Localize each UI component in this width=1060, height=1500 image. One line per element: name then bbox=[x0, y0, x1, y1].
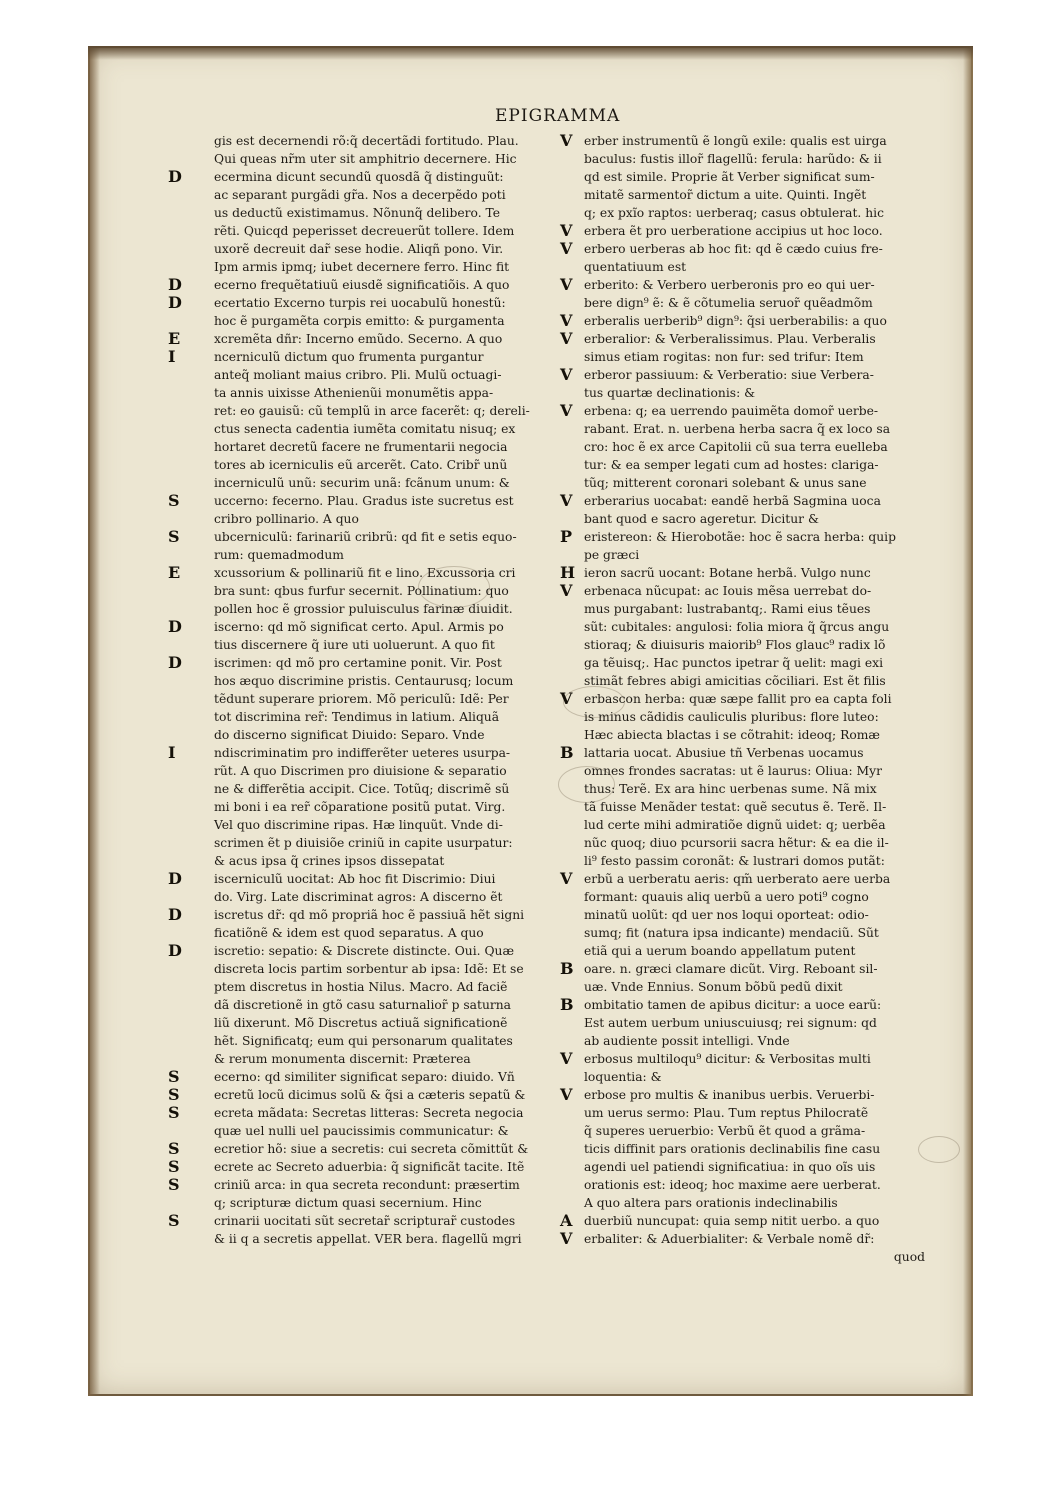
marginal-initial: D bbox=[168, 168, 182, 186]
line-text: rum: quemadmodum bbox=[214, 548, 344, 562]
text-line bbox=[550, 168, 925, 186]
line-text: ecerno frequẽtatiuũ eiusdẽ significatiõis. A quo bbox=[214, 278, 510, 292]
text-line bbox=[550, 294, 925, 312]
text-line bbox=[168, 960, 548, 978]
line-text: bra sunt: qbus furfur secernit. Pollinatium: quo bbox=[214, 584, 509, 598]
text-line bbox=[168, 132, 548, 150]
line-text: Est autem uerbum uniuscuiusq; rei signum: qd bbox=[584, 1016, 877, 1030]
text-line bbox=[168, 906, 548, 924]
text-line bbox=[550, 132, 925, 150]
text-line bbox=[550, 924, 925, 942]
line-text: ecretũ locũ dicimus solũ & q̃si a cæteris sepatũ & bbox=[214, 1088, 526, 1102]
text-line bbox=[550, 708, 925, 726]
marginal-initial: S bbox=[168, 1158, 180, 1176]
line-text: lud certe mihi admiratiõe dignũ uidet: q; uerbẽa bbox=[584, 818, 886, 832]
line-text: ctus senecta cadentia iumẽta comitatu nisuq; ex bbox=[214, 422, 516, 436]
text-line bbox=[550, 366, 925, 384]
text-line bbox=[168, 186, 548, 204]
text-line bbox=[168, 654, 548, 672]
marginal-initial: D bbox=[168, 654, 182, 672]
text-line bbox=[168, 1104, 548, 1122]
line-text: oare. n. græci clamare dicũt. Virg. Reboant sil- bbox=[584, 962, 878, 976]
line-text: qd est simile. Proprie ãt Verber significat sum- bbox=[584, 170, 875, 184]
text-line bbox=[550, 1212, 925, 1230]
line-text: ndiscriminatim pro indifferẽter ueteres usurpa- bbox=[214, 746, 511, 760]
marginal-initial: V bbox=[560, 330, 573, 348]
marginal-initial: V bbox=[560, 1230, 573, 1248]
line-text: ecreta mãdata: Secretas litteras: Secreta negocia bbox=[214, 1106, 524, 1120]
text-line bbox=[550, 726, 925, 744]
page-top-edge-shadow bbox=[88, 46, 973, 60]
text-line bbox=[550, 402, 925, 420]
line-text: do discerno significat Diuido: Separo. Vnde bbox=[214, 728, 485, 742]
line-text: iscretio: sepatio: & Discrete distincte. Oui. Quæ bbox=[214, 944, 515, 958]
line-text: Ipm armis ipmq; iubet decernere ferro. Hinc fit bbox=[214, 260, 510, 274]
line-text: uccerno: fecerno. Plau. Gradus iste sucretus est bbox=[214, 494, 514, 508]
marginal-initial: V bbox=[560, 1086, 573, 1104]
text-line bbox=[168, 1176, 548, 1194]
line-text: simus etiam rogitas: non fur: sed trifur: Item bbox=[584, 350, 864, 364]
line-text: orationis est: ideoq; hoc maxime aere uerberat. bbox=[584, 1178, 881, 1192]
text-line bbox=[168, 978, 548, 996]
marginal-initial: S bbox=[168, 1212, 180, 1230]
line-text: A quo altera pars orationis indeclinabilis bbox=[584, 1196, 838, 1210]
line-text: q; ex pxĩo raptos: uerberaq; casus obtulerat. hic bbox=[584, 206, 884, 220]
line-text: erber instrumentũ ẽ longũ exile: qualis est uirga bbox=[584, 134, 887, 148]
text-line bbox=[550, 996, 925, 1014]
marginal-initial: V bbox=[560, 582, 573, 600]
text-line bbox=[168, 672, 548, 690]
marginal-initial: S bbox=[168, 1176, 180, 1194]
text-line bbox=[168, 204, 548, 222]
text-line bbox=[168, 240, 548, 258]
marginal-initial: E bbox=[168, 564, 181, 582]
scanned-page bbox=[88, 46, 973, 1396]
line-text: erbenaca nũcupat: ac Iouis mẽsa uerrebat do- bbox=[584, 584, 872, 598]
line-text: crinarii uocitati sũt secretar̃ scripturar̃ custodes bbox=[214, 1214, 516, 1228]
text-line bbox=[550, 762, 925, 780]
line-text: erberor passiuum: & Verberatio: siue Verbera- bbox=[584, 368, 874, 382]
line-text: iscerno: qd mõ significat certo. Apul. Armis po bbox=[214, 620, 504, 634]
line-text: ab audiente possit intelligi. Vnde bbox=[584, 1034, 790, 1048]
page-right-edge-shadow bbox=[963, 46, 973, 1396]
text-line bbox=[550, 150, 925, 168]
line-text: mus purgabant: lustrabantq;. Rami eius tẽues bbox=[584, 602, 871, 616]
text-line bbox=[550, 816, 925, 834]
text-line bbox=[168, 528, 548, 546]
line-text: iscretus dr̃: qd mõ propriã hoc ẽ passiuã hẽt signi bbox=[214, 908, 525, 922]
text-line bbox=[550, 1068, 925, 1086]
line-text: erbaliter: & Aduerbialiter: & Verbale nomẽ dr̃: bbox=[584, 1232, 875, 1246]
line-text: tius discernere q̃ iure uti uoluerunt. A quo fit bbox=[214, 638, 495, 652]
text-line bbox=[168, 1014, 548, 1032]
line-text: & acus ipsa q̃ crines ipsos dissepatat bbox=[214, 854, 445, 868]
line-text: hoc ẽ purgamẽta corpis emitto: & purgamenta bbox=[214, 314, 505, 328]
text-line bbox=[168, 780, 548, 798]
line-text: ecretior hõ: siue a secretis: cui secreta cõmittũt & bbox=[214, 1142, 529, 1156]
text-line bbox=[550, 564, 925, 582]
text-line bbox=[550, 420, 925, 438]
line-text: ta annis uixisse Athenienũi monumẽtis appa- bbox=[214, 386, 494, 400]
line-text: xcussorium & pollinariũ fit e lino. Excussoria cri bbox=[214, 566, 516, 580]
line-text: ptem discretus in hostia Nilus. Macro. Ad faciẽ bbox=[214, 980, 508, 994]
page-header: EPIGRAMMA bbox=[495, 106, 621, 126]
line-text: Qui queas nr̃m uter sit amphitrio decernere. Hic bbox=[214, 152, 517, 166]
line-text: agendi uel patiendi significatiua: in quo oĩs uis bbox=[584, 1160, 876, 1174]
text-line bbox=[550, 312, 925, 330]
line-text: us deductũ existimamus. Nõnunq̃ delibero. Te bbox=[214, 206, 501, 220]
text-line bbox=[550, 942, 925, 960]
line-text: formant: quauis aliq uerbũ a uero poti⁹ cogno bbox=[584, 890, 869, 904]
line-text: erberalis uerberib⁹ dign⁹: q̃si uerberabilis: a quo bbox=[584, 314, 887, 328]
line-text: um uerus sermo: Plau. Tum reptus Philocratẽ bbox=[584, 1106, 869, 1120]
text-line bbox=[168, 366, 548, 384]
line-text: li⁹ festo passim coronãt: & lustrari domos putãt: bbox=[584, 854, 885, 868]
marginal-initial: S bbox=[168, 528, 180, 546]
line-text: liũ dixerunt. Mõ Discretus actiuã significationẽ bbox=[214, 1016, 508, 1030]
marginal-initial: H bbox=[560, 564, 576, 582]
text-line bbox=[550, 654, 925, 672]
text-line bbox=[550, 546, 925, 564]
text-line bbox=[550, 1050, 925, 1068]
text-line bbox=[168, 618, 548, 636]
marginal-initial: D bbox=[168, 942, 182, 960]
text-line bbox=[168, 384, 548, 402]
line-text: q; scripturæ dictum quasi secernium. Hinc bbox=[214, 1196, 482, 1210]
line-text: incerniculũ unũ: securim unã: fcãnum unum: & bbox=[214, 476, 510, 490]
line-text: erbosus multiloqu⁹ dicitur: & Verbositas multi bbox=[584, 1052, 871, 1066]
text-line bbox=[550, 636, 925, 654]
text-line bbox=[550, 1014, 925, 1032]
line-text: hortaret decretũ facere ne frumentarii negocia bbox=[214, 440, 508, 454]
marginal-initial: E bbox=[168, 330, 181, 348]
line-text: ac separant purgãdi gr̃a. Nos a decerpẽdo poti bbox=[214, 188, 506, 202]
line-text: tot discrimina rer̃: Tendimus in latium. Aliquã bbox=[214, 710, 500, 724]
text-line bbox=[168, 708, 548, 726]
text-line bbox=[550, 1104, 925, 1122]
line-text: ga tẽuisq;. Hac punctos ipetrar q̃ uelit: magi exi bbox=[584, 656, 884, 670]
text-line bbox=[168, 690, 548, 708]
text-line bbox=[550, 1140, 925, 1158]
line-text: gis est decernendi rõ:q̃ decertãdi fortitudo. Plau. bbox=[214, 134, 519, 148]
text-line bbox=[550, 222, 925, 240]
text-line bbox=[168, 402, 548, 420]
line-text: erberarius uocabat: eandẽ herbã Sagmina uoca bbox=[584, 494, 881, 508]
marginal-initial: S bbox=[168, 1086, 180, 1104]
line-text: ticis diffinit pars orationis declinabilis fine casu bbox=[584, 1142, 881, 1156]
text-line bbox=[550, 474, 925, 492]
line-text: baculus: fustis illor̃ flagellũ: ferula: harũdo: & ii bbox=[584, 152, 882, 166]
text-line bbox=[550, 204, 925, 222]
text-line bbox=[550, 600, 925, 618]
text-line bbox=[550, 276, 925, 294]
text-line bbox=[168, 1194, 548, 1212]
text-line bbox=[550, 348, 925, 366]
line-text: tẽdunt superare priorem. Mõ periculũ: Idẽ: Per bbox=[214, 692, 509, 706]
text-line bbox=[168, 942, 548, 960]
text-line bbox=[168, 474, 548, 492]
text-line bbox=[550, 456, 925, 474]
line-text: tũq; mitterent coronari solebant & unus sane bbox=[584, 476, 867, 490]
text-line bbox=[168, 870, 548, 888]
text-line bbox=[550, 888, 925, 906]
line-text: erbero uerberas ab hoc fit: qd ẽ cædo cuius fre- bbox=[584, 242, 883, 256]
line-text: stimãt febres abigi amicitias cõciliari. Est ẽt filis bbox=[584, 674, 886, 688]
line-text: Vel quo discrimine ripas. Hæ linquũt. Vnde di- bbox=[214, 818, 503, 832]
text-line bbox=[550, 618, 925, 636]
left-text-column bbox=[168, 132, 548, 1248]
text-line bbox=[550, 1230, 925, 1248]
line-text: thus: Terẽ. Ex ara hinc uerbenas sume. Nã mix bbox=[584, 782, 877, 796]
line-text: lattaria uocat. Abusiue tñ Verbenas uocamus bbox=[584, 746, 864, 760]
marginal-initial: D bbox=[168, 276, 182, 294]
text-line bbox=[550, 1176, 925, 1194]
line-text: criniũ arca: in qua secreta recondunt: præsertim bbox=[214, 1178, 520, 1192]
line-text: hẽt. Significatq; eum qui personarum qualitates bbox=[214, 1034, 513, 1048]
marginal-initial: V bbox=[560, 1050, 573, 1068]
marginal-initial: V bbox=[560, 366, 573, 384]
line-text: ficatiõnẽ & idem est quod separatus. A quo bbox=[214, 926, 484, 940]
text-line bbox=[168, 312, 548, 330]
text-line bbox=[550, 528, 925, 546]
text-line bbox=[168, 222, 548, 240]
text-line bbox=[168, 924, 548, 942]
text-line bbox=[550, 960, 925, 978]
text-line bbox=[168, 816, 548, 834]
line-text: quæ uel nulli uel paucissimis communicatur: & bbox=[214, 1124, 509, 1138]
line-text: do. Virg. Late discriminat agros: A discerno ẽt bbox=[214, 890, 503, 904]
text-line bbox=[550, 258, 925, 276]
text-line bbox=[168, 996, 548, 1014]
text-line bbox=[168, 762, 548, 780]
text-line bbox=[550, 510, 925, 528]
marginal-initial: V bbox=[560, 870, 573, 888]
line-text: pollen hoc ẽ grossior puluisculus farinæ diuidit. bbox=[214, 602, 513, 616]
line-text: ne & differẽtia accipit. Cice. Totũq; discrimẽ sũ bbox=[214, 782, 510, 796]
line-text: minatũ uolũt: qd uer nos loqui oporteat: odio- bbox=[584, 908, 869, 922]
line-text: discreta locis partim sorbentur ab ipsa: Idẽ: Et se bbox=[214, 962, 524, 976]
text-line bbox=[168, 348, 548, 366]
text-line bbox=[550, 186, 925, 204]
text-line bbox=[168, 852, 548, 870]
line-text: iscrimen: qd mõ pro certamine ponit. Vir. Post bbox=[214, 656, 502, 670]
text-line bbox=[168, 834, 548, 852]
text-line bbox=[168, 330, 548, 348]
line-text: sumq; fit (natura ipsa indicante) mendaciũ. Sũt bbox=[584, 926, 879, 940]
text-line bbox=[168, 1158, 548, 1176]
line-text: eristereon: & Hierobotãe: hoc ẽ sacra herba: quip bbox=[584, 530, 896, 544]
text-line bbox=[550, 798, 925, 816]
marginal-initial: V bbox=[560, 276, 573, 294]
marginal-initial: S bbox=[168, 1104, 180, 1122]
text-line bbox=[168, 1230, 548, 1248]
line-text: rabant. Erat. n. uerbena herba sacra q̃ ex loco sa bbox=[584, 422, 891, 436]
line-text: loquentia: & bbox=[584, 1070, 662, 1084]
text-line bbox=[168, 1068, 548, 1086]
line-text: erbascon herba: quæ sæpe fallit pro ea capta foli bbox=[584, 692, 892, 706]
marginal-initial: P bbox=[560, 528, 573, 546]
line-text: tã fuisse Menãder testat: quẽ secutus ẽ. Terẽ. Il- bbox=[584, 800, 887, 814]
marginal-initial: D bbox=[168, 906, 182, 924]
line-text: cribro pollinario. A quo bbox=[214, 512, 359, 526]
line-text: quentatiuum est bbox=[584, 260, 687, 274]
marginal-initial: I bbox=[168, 348, 176, 366]
line-text: uæ. Vnde Ennius. Sonum bõbũ pedũ dixit bbox=[584, 980, 843, 994]
line-text: is minus cãdidis cauliculis pluribus: flore luteo: bbox=[584, 710, 879, 724]
line-text: tus quartæ declinationis: & bbox=[584, 386, 756, 400]
page-left-edge-shadow bbox=[88, 46, 100, 1396]
text-line bbox=[168, 600, 548, 618]
text-line bbox=[550, 438, 925, 456]
line-text: erberalior: & Verberalissimus. Plau. Verberalis bbox=[584, 332, 876, 346]
marginal-initial: V bbox=[560, 492, 573, 510]
text-line bbox=[550, 1032, 925, 1050]
text-line bbox=[168, 1050, 548, 1068]
line-text: stioraq; & diuisuris maiorib⁹ Flos glauc⁹ radix lõ bbox=[584, 638, 886, 652]
line-text: ncerniculũ dictum quo frumenta purgantur bbox=[214, 350, 484, 364]
text-line bbox=[550, 690, 925, 708]
marginal-initial: V bbox=[560, 402, 573, 420]
line-text: ubcerniculũ: farinariũ cribrũ: qd fit e setis equo- bbox=[214, 530, 517, 544]
line-text: iscerniculũ uocitat: Ab hoc fit Discrimio: Diui bbox=[214, 872, 496, 886]
line-text: sũt: cubitales: angulosi: folia miora q̃ q̃rcus angu bbox=[584, 620, 890, 634]
text-line bbox=[550, 870, 925, 888]
marginal-initial: S bbox=[168, 1068, 180, 1086]
line-text: mitatẽ sarmentor̃ dictum a uite. Quinti. Ingẽt bbox=[584, 188, 867, 202]
line-text: cro: hoc ẽ ex arce Capitolii cũ sua terra euelleba bbox=[584, 440, 888, 454]
text-line bbox=[550, 582, 925, 600]
line-text: uxorẽ decreuit dar̃ sese hodie. Aliqñ pono. Vir. bbox=[214, 242, 504, 256]
line-text: ombitatio tamen de apibus dicitur: a uoce earũ: bbox=[584, 998, 882, 1012]
text-line bbox=[550, 834, 925, 852]
line-text: ecrete ac Secreto aduerbia: q̃ significãt tacite. Itẽ bbox=[214, 1160, 525, 1174]
marginal-initial: V bbox=[560, 240, 573, 258]
line-text: bant quod e sacro ageretur. Dicitur & bbox=[584, 512, 819, 526]
line-text: erbose pro multis & inanibus uerbis. Veruerbi- bbox=[584, 1088, 875, 1102]
right-text-column bbox=[550, 132, 925, 1266]
line-text: ecertatio Excerno turpis rei uocabulũ honestũ: bbox=[214, 296, 506, 310]
line-text: ieron sacrũ uocant: Botane herbã. Vulgo nunc bbox=[584, 566, 871, 580]
text-line bbox=[168, 798, 548, 816]
marginal-initial: I bbox=[168, 744, 176, 762]
text-line bbox=[168, 726, 548, 744]
marginal-initial: D bbox=[168, 294, 182, 312]
line-text: erbera ẽt pro uerberatione accipius ut hoc loco. bbox=[584, 224, 883, 238]
text-line bbox=[168, 888, 548, 906]
text-line bbox=[168, 1032, 548, 1050]
line-text: erberito: & Verbero uerberonis pro eo qui uer- bbox=[584, 278, 875, 292]
line-text: ecerno: qd similiter significat separo: diuido. Vñ bbox=[214, 1070, 515, 1084]
marginal-initial: D bbox=[168, 870, 182, 888]
text-line bbox=[168, 168, 548, 186]
marginal-initial: S bbox=[168, 1140, 180, 1158]
text-line bbox=[550, 1248, 925, 1266]
text-line bbox=[168, 510, 548, 528]
text-line bbox=[550, 852, 925, 870]
text-line bbox=[168, 150, 548, 168]
marginal-initial: B bbox=[560, 744, 574, 762]
text-line bbox=[168, 744, 548, 762]
line-text: duerbiũ nuncupat: quia semp nitit uerbo. a quo bbox=[584, 1214, 880, 1228]
marginal-initial: D bbox=[168, 618, 182, 636]
line-text: mi boni i ea rer̃ cõparatione positũ putat. Virg. bbox=[214, 800, 506, 814]
text-line bbox=[550, 1086, 925, 1104]
line-text: tur: & ea semper legati cum ad hostes: clariga- bbox=[584, 458, 879, 472]
text-line bbox=[168, 564, 548, 582]
line-text: dã discretionẽ in gtõ casu saturnalior̃ p saturna bbox=[214, 998, 511, 1012]
text-line bbox=[168, 258, 548, 276]
text-line bbox=[550, 330, 925, 348]
line-text: rũt. A quo Discrimen pro diuisione & separatio bbox=[214, 764, 507, 778]
text-line bbox=[550, 240, 925, 258]
marginal-initial: V bbox=[560, 222, 573, 240]
line-text: q̃ superes ueruerbio: Verbũ ẽt quod a grãma- bbox=[584, 1124, 866, 1138]
text-line bbox=[168, 276, 548, 294]
line-text: Hæc abiecta blactas i se cõtrahit: ideoq; Romæ bbox=[584, 728, 880, 742]
text-line bbox=[168, 1086, 548, 1104]
marginal-initial: V bbox=[560, 132, 573, 150]
text-line bbox=[168, 492, 548, 510]
line-text: erbena: q; ea uerrendo pauimẽta domor̃ uerbe- bbox=[584, 404, 879, 418]
marginal-initial: V bbox=[560, 690, 573, 708]
line-text: quod bbox=[893, 1250, 925, 1264]
line-text: & rerum monumenta discernit: Præterea bbox=[214, 1052, 471, 1066]
marginal-initial: B bbox=[560, 960, 574, 978]
text-line bbox=[550, 672, 925, 690]
marginal-initial: A bbox=[560, 1212, 573, 1230]
line-text: erbũ a uerberatu aeris: qm̃ uerberato aere uerba bbox=[584, 872, 891, 886]
line-text: omnes frondes sacratas: ut ẽ laurus: Oliua: Myr bbox=[584, 764, 882, 778]
text-line bbox=[550, 906, 925, 924]
marginal-initial: B bbox=[560, 996, 574, 1014]
text-line bbox=[168, 438, 548, 456]
line-text: etiã qui a uerum boando appellatum putent bbox=[584, 944, 856, 958]
text-line bbox=[550, 1194, 925, 1212]
text-line bbox=[550, 744, 925, 762]
line-text: anteq̃ moliant maius cribro. Pli. Mulũ octuagi- bbox=[214, 368, 502, 382]
text-line bbox=[550, 780, 925, 798]
text-line bbox=[168, 1140, 548, 1158]
line-text: & ii q a secretis appellat. VER bera. flagellũ mgri bbox=[214, 1232, 522, 1246]
text-line bbox=[550, 978, 925, 996]
marginal-initial: S bbox=[168, 492, 180, 510]
line-text: nũc quoq; diuo pcursorii sacra hẽtur: & ea die il- bbox=[584, 836, 889, 850]
text-line bbox=[168, 1122, 548, 1140]
marginal-initial: V bbox=[560, 312, 573, 330]
line-text: scrimen ẽt p diuisiõe criniũ in capite usurpatur: bbox=[214, 836, 513, 850]
line-text: pe græci bbox=[584, 548, 640, 562]
text-line bbox=[168, 294, 548, 312]
line-text: ret: eo gauisũ: cũ templũ in arce facerẽt: q; dereli- bbox=[214, 404, 530, 418]
text-line bbox=[550, 384, 925, 402]
text-line bbox=[550, 1122, 925, 1140]
text-line bbox=[168, 420, 548, 438]
text-line bbox=[550, 492, 925, 510]
line-text: tores ab icerniculis eũ arcerẽt. Cato. Cribr̃ unũ bbox=[214, 458, 508, 472]
text-line bbox=[550, 1158, 925, 1176]
text-line bbox=[168, 546, 548, 564]
line-text: hos æquo discrimine pristis. Centaurusq; locum bbox=[214, 674, 514, 688]
text-line bbox=[168, 456, 548, 474]
text-line bbox=[168, 1212, 548, 1230]
line-text: bere dign⁹ ẽ: & ẽ cõtumelia seruor̃ quẽadmõm bbox=[584, 296, 873, 310]
line-text: ecermina dicunt secundũ quosdã q̃ distinguũt: bbox=[214, 170, 504, 184]
line-text: rẽti. Quicqd peperisset decreuerũt tollere. Idem bbox=[214, 224, 515, 238]
line-text: xcremẽta dñr: Incerno emũdo. Secerno. A quo bbox=[214, 332, 503, 346]
text-line bbox=[168, 582, 548, 600]
text-line bbox=[168, 636, 548, 654]
